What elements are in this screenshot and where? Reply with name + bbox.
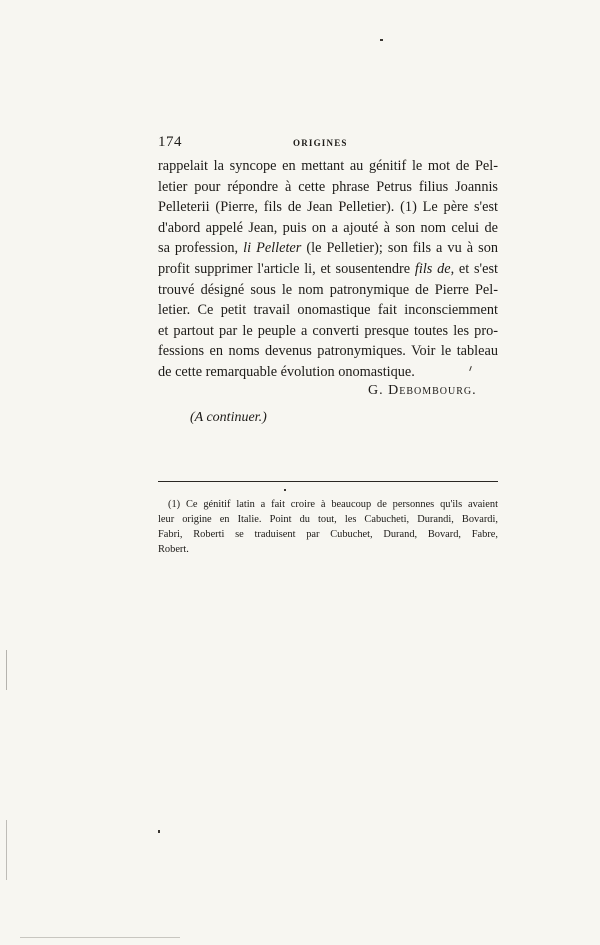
footnote-line: Fabri, Roberti se traduisent par Cubuchet, Durand, Bovard, Fabre, xyxy=(158,529,498,540)
body-line: fessions en noms devenus patronymiques. Voir le tableau xyxy=(158,343,498,360)
italic-phrase: fils de xyxy=(414,260,451,277)
footnote xyxy=(158,497,498,557)
footnote-line: leur origine en Italie. Point du tout, les Cabucheti, Durandi, Bovardi, xyxy=(158,514,498,525)
body-line: trouvé désigné sous le nom patronymique de Pierre Pel- xyxy=(158,281,498,298)
scan-speck xyxy=(380,39,383,41)
scan-edge-line xyxy=(6,650,7,690)
signature-surname: Debombourg. xyxy=(388,383,477,398)
body-line: d'abord appelé Jean, puis on a ajouté à son nom celui de xyxy=(158,219,498,236)
continuation-note: (A continuer.) xyxy=(190,410,267,425)
footnote-line: Robert. xyxy=(158,544,189,555)
body-line-segment: profit supprimer l'article li, et sousentendre xyxy=(158,260,415,277)
body-line: letier. Ce petit travail onomastique fait inconsciemment xyxy=(158,302,498,319)
page-number: 174 xyxy=(158,134,182,150)
body-line: rappelait la syncope en mettant au génitif le mot de Pel- xyxy=(158,158,498,174)
body-line-segment: sa profession, xyxy=(158,240,244,257)
body-line-segment: (le Pelletier); son fils a vu à son xyxy=(301,240,498,257)
body-line: Pelleterii (Pierre, fils de Jean Pelletier). (1) Le père s'est xyxy=(158,199,498,216)
body-line: et partout par le peuple a converti presque toutes les pro- xyxy=(158,322,498,339)
footnote-rule xyxy=(158,481,498,482)
scan-bottom-dashes xyxy=(20,937,180,938)
running-title: ORIGINES xyxy=(293,138,348,148)
body-line: letier pour répondre à cette phrase Petrus filius Joannis xyxy=(158,178,498,195)
author-signature xyxy=(368,383,477,399)
signature-initial: G. xyxy=(368,383,389,398)
main-paragraph xyxy=(158,156,498,383)
body-line: de cette remarquable évolution onomastique. xyxy=(158,363,415,380)
body-line xyxy=(158,259,498,280)
page-header xyxy=(158,134,498,156)
footnote-line: (1) Ce génitif latin a fait croire à beaucoup de personnes qu'ils avaient xyxy=(168,499,498,510)
body-line-segment: , et s'est xyxy=(450,260,498,277)
body-line xyxy=(158,238,498,259)
scan-speck xyxy=(284,489,286,491)
italic-phrase: li Pelleter xyxy=(243,240,302,257)
scan-edge-line xyxy=(6,820,7,880)
scan-speck xyxy=(158,830,160,833)
